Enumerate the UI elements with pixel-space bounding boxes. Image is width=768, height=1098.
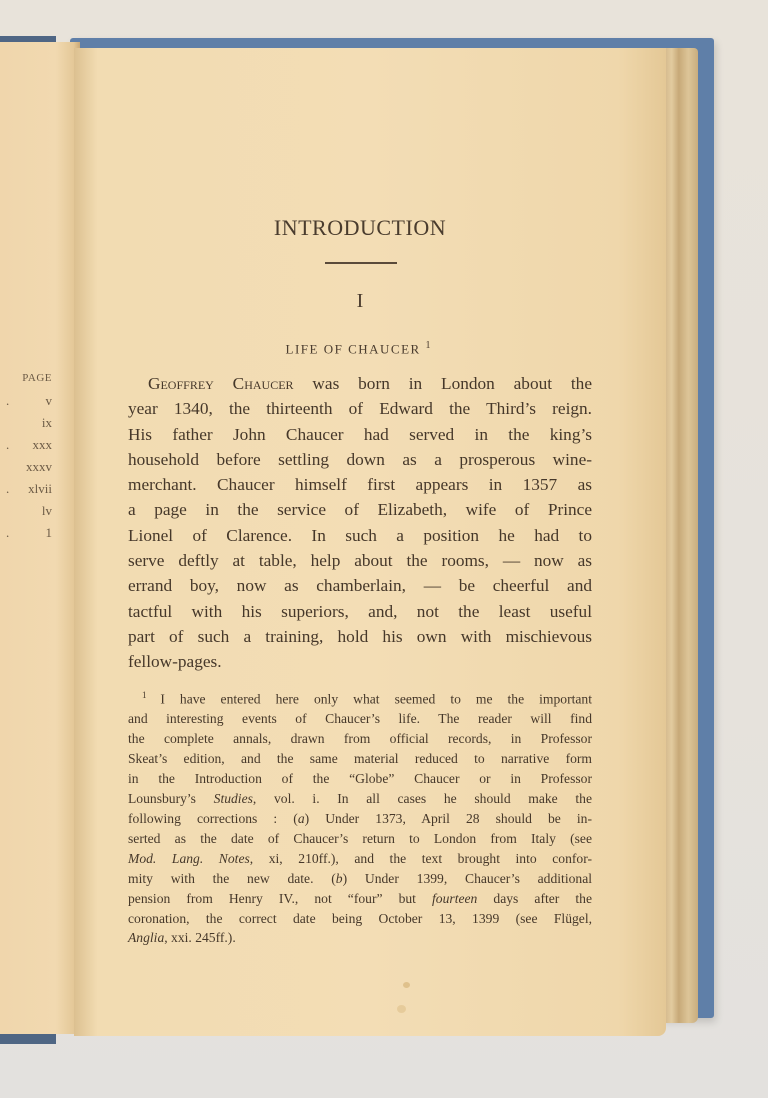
footnote-line: Mod. Lang. Notes, xi, 210ff.), and the text brought into confor-	[128, 850, 592, 866]
contents-page-number: xlvii	[28, 481, 52, 496]
contents-page-number: ix	[41, 415, 52, 430]
contents-page-number: lv	[41, 503, 52, 518]
footnote-line: following corrections : (a) Under 1373, April 28 should be in-	[128, 810, 592, 826]
author-name-smallcaps: Geoffrey Chaucer	[148, 374, 294, 393]
footnote-line: serted as the date of Chaucer’s return to London from Italy (see	[128, 830, 592, 846]
footnote-line: Skeat’s edition, and the same material reduced to narrative form	[128, 751, 592, 767]
contents-header: PAGE	[22, 372, 52, 384]
body-line: tactful with his superiors, and, not the least useful	[128, 601, 592, 621]
body-line: serve deftly at table, help about the rooms, — now as	[128, 551, 592, 571]
leader-dot: .	[6, 393, 10, 408]
footnote-line: $^1$ I have entered here only what seemed to me the important	[142, 690, 592, 707]
body-line: errand boy, now as chamberlain, — be cheerful and	[128, 576, 592, 596]
page-title: INTRODUCTION	[273, 215, 447, 240]
section-title	[258, 340, 458, 357]
body-line: household before settling down as a prosperous wine-	[128, 449, 592, 469]
footnote-line: Lounsbury’s Studies, vol. i. In all cases he should make the	[128, 791, 592, 807]
body-paragraph	[128, 371, 592, 675]
paper-stain	[403, 982, 410, 988]
body-line: Geoffrey Chaucer was born in London about the	[148, 374, 592, 393]
footnote-line: pension from Henry IV., not “four” but fourteen days after the	[128, 890, 592, 906]
title-rule-divider	[325, 262, 397, 264]
footnote-line: mity with the new date. (b) Under 1399, Chaucer’s additional	[128, 870, 592, 886]
footnote	[128, 686, 592, 948]
body-line: merchant. Chaucer himself first appears in 1357 as	[128, 475, 592, 495]
footnote-line: and interesting events of Chaucer’s life. The reader will find	[128, 711, 592, 727]
body-line: fellow-pages.	[128, 652, 222, 672]
footnote-line: coronation, the correct date being October 13, 1399 (see Flügel,	[128, 910, 592, 926]
contents-page-number: xxxv	[26, 459, 52, 474]
footnote-line: in the Introduction of the “Globe” Chaucer or in Professor	[128, 771, 592, 787]
paper-stain	[397, 1005, 406, 1013]
section-title-text: LIFE OF CHAUCER	[285, 341, 421, 357]
contents-page-number: xxx	[32, 437, 52, 452]
leader-dot: .	[6, 437, 10, 452]
body-line: Lionel of Clarence. In such a position he had to	[128, 525, 592, 545]
leader-dot: .	[6, 481, 10, 496]
body-line: His father John Chaucer had served in the king’s	[128, 424, 592, 444]
footnote-line: Anglia, xxi. 245ff.).	[128, 930, 236, 946]
body-line: part of such a training, hold his own with mischievous	[128, 626, 592, 646]
contents-page-number: 1	[45, 525, 52, 540]
left-page	[0, 42, 80, 1034]
body-line: a page in the service of Elizabeth, wife of Prince	[128, 500, 592, 520]
footnote-line: the complete annals, drawn from official records, in Professor	[128, 731, 592, 747]
footnote-mark: 1	[142, 690, 161, 700]
leader-dot: .	[6, 525, 10, 540]
body-line: year 1340, the thirteenth of Edward the Third’s reign.	[128, 399, 592, 419]
contents-page-number: v	[45, 393, 52, 408]
section-numeral: I	[356, 290, 364, 312]
footnote-reference: 1	[425, 340, 431, 351]
